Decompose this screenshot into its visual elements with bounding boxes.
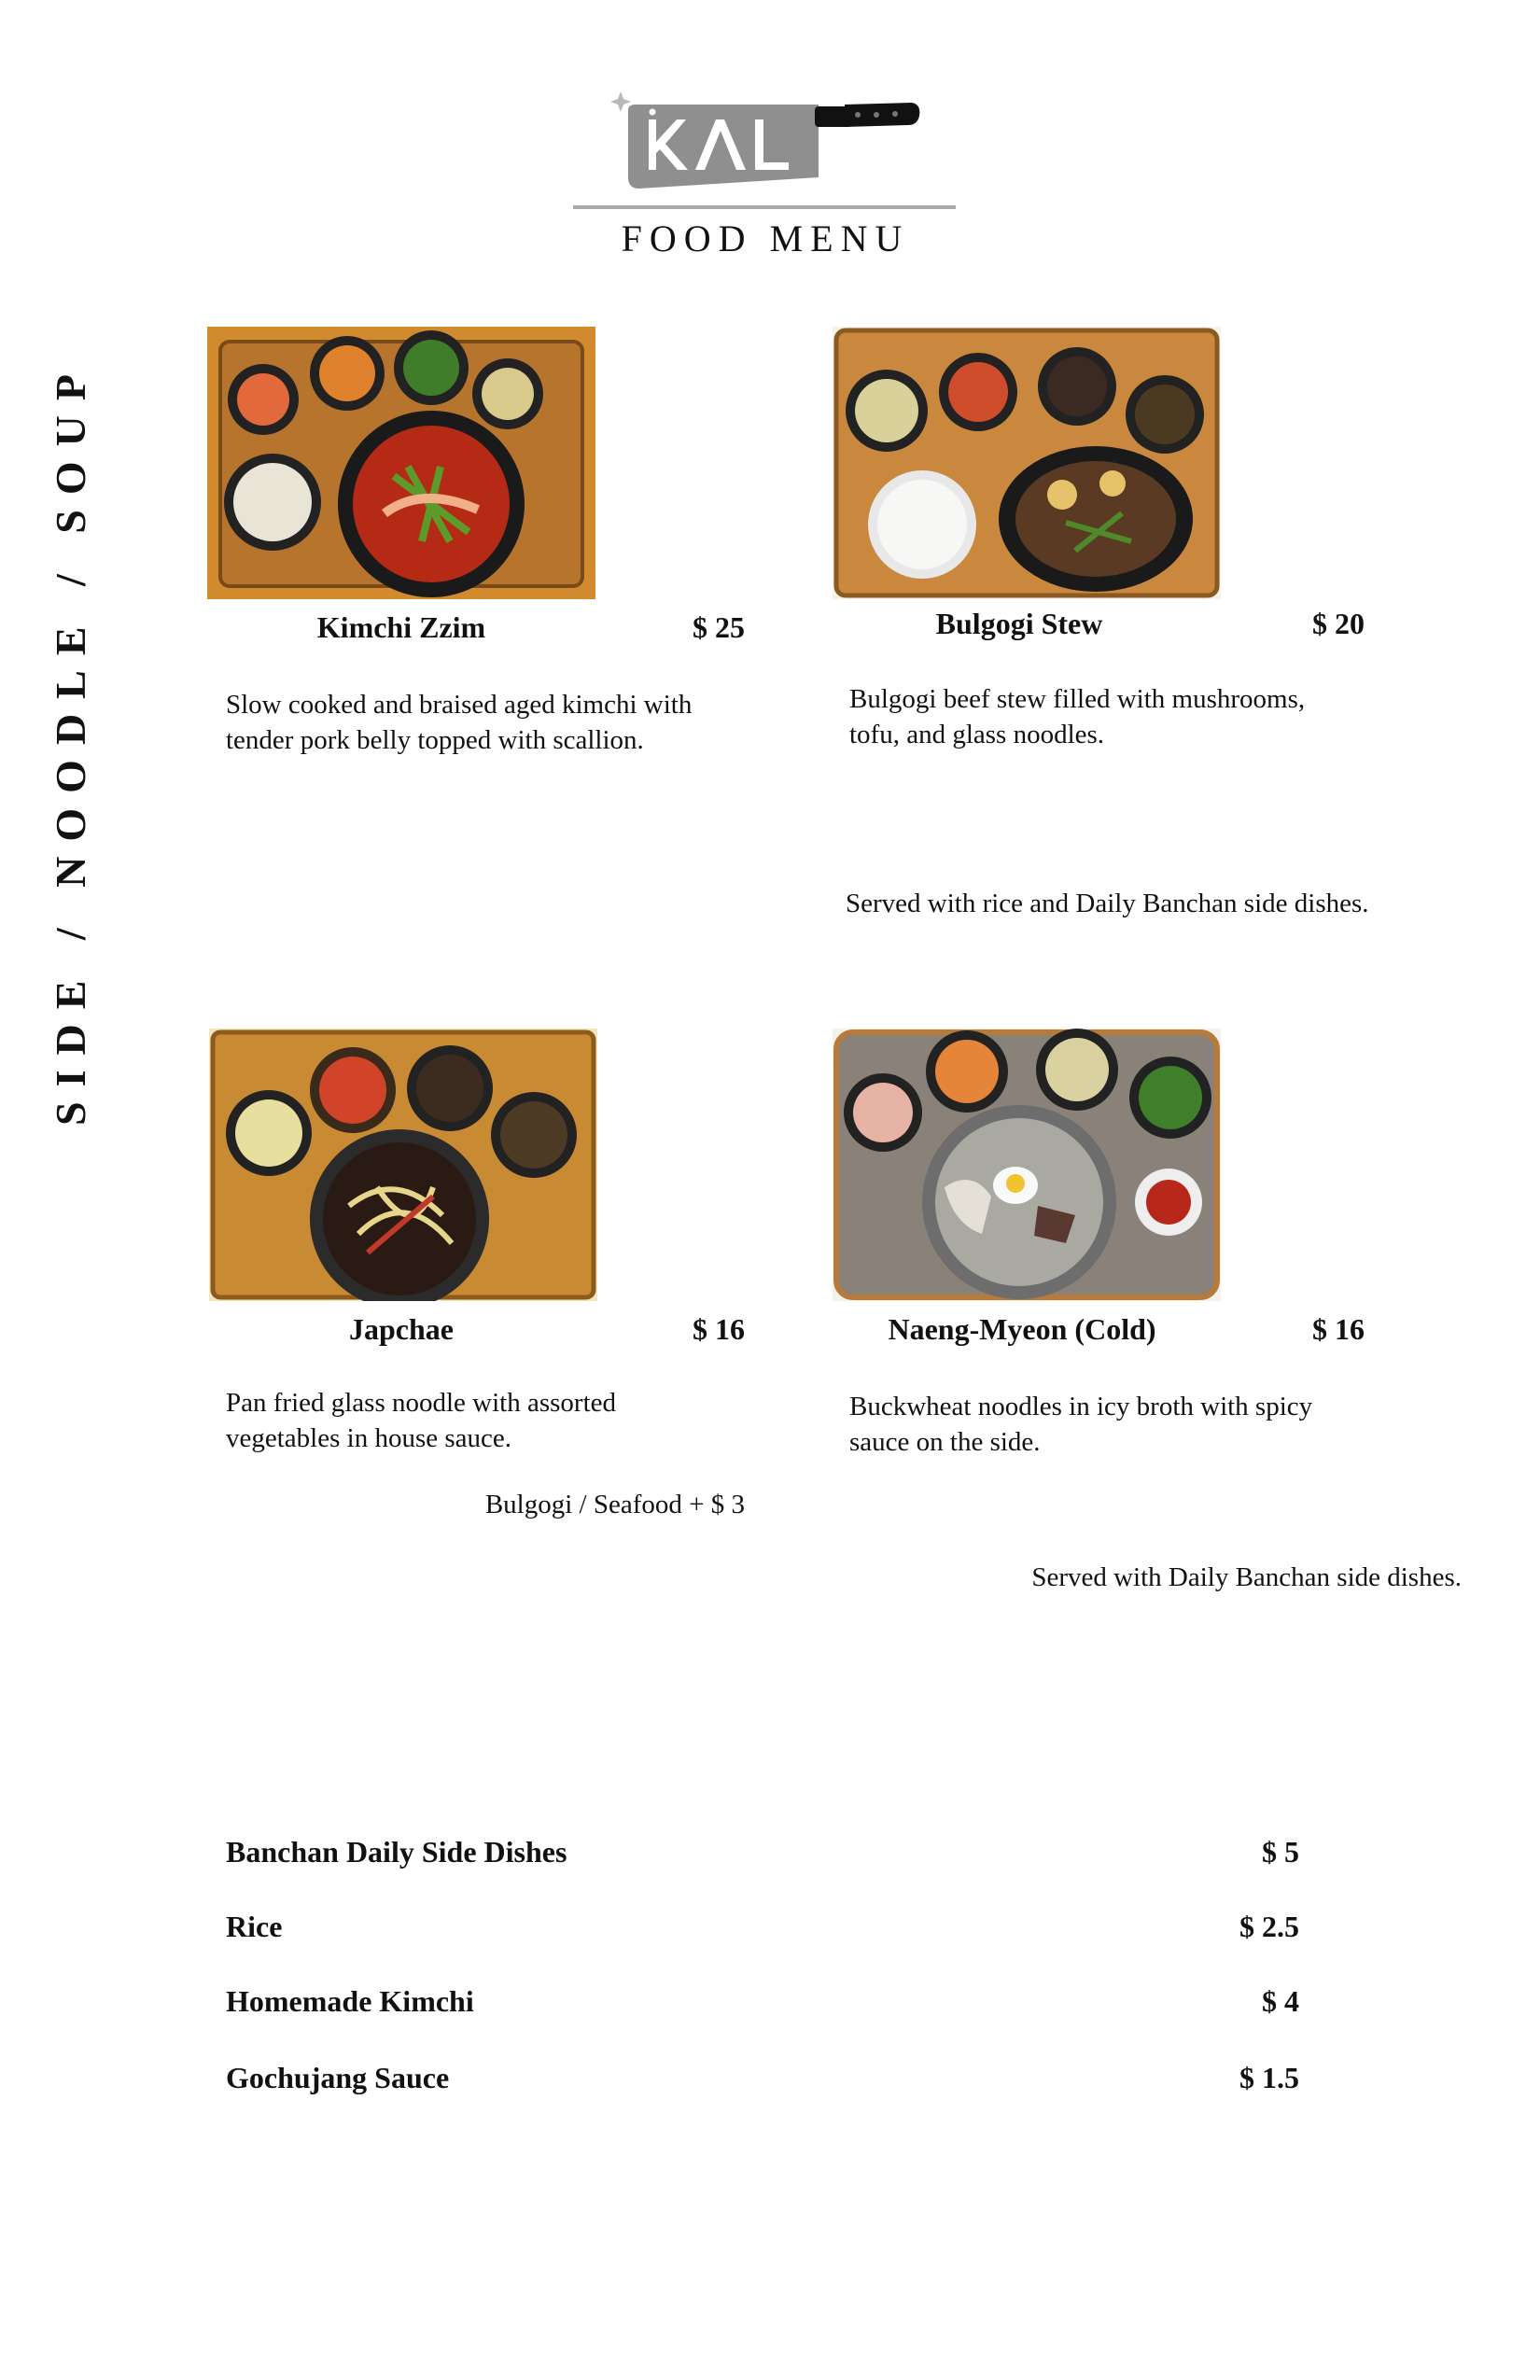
dish-price: $ 25 [693,610,745,644]
side-item-name: Gochujang Sauce [226,2061,450,2094]
side-item-price: $ 4 [1262,1984,1299,2018]
naeng-myeon-photo [833,1029,1221,1301]
side-item-price: $ 2.5 [1239,1910,1299,1943]
dish-name: Naeng-Myeon (Cold) [888,1312,1156,1346]
dish-price: $ 20 [1312,607,1365,640]
side-item-price: $ 1.5 [1239,2061,1299,2094]
side-item-price: $ 5 [1262,1835,1299,1869]
bulgogi-stew-photo [833,327,1221,599]
section-title-text: SIDE / NOODLE / SOUP [46,358,94,1126]
japchae-photo [209,1029,597,1301]
side-item [226,1984,1299,2031]
dish-price: $ 16 [1312,1312,1365,1346]
served-with-note: Served with Daily Banchan side dishes. [1031,1562,1462,1592]
served-with-note: Served with rice and Daily Banchan side dishes. [846,889,1369,918]
dish-name: Bulgogi Stew [935,607,1103,640]
dish-price: $ 16 [693,1312,745,1346]
dish-description: Buckwheat noodles in icy broth with spicy sauce on the side. [849,1392,1313,1457]
page-title: FOOD MENU [621,217,910,259]
side-item [226,1835,1299,1882]
addon-note: Bulgogi / Seafood + $ 3 [484,1490,745,1519]
side-item-name: Homemade Kimchi [226,1984,474,2018]
dish-name: Japchae [349,1312,454,1346]
side-item-name: Banchan Daily Side Dishes [226,1835,567,1869]
kal-logo [611,84,929,196]
knife-logo-icon [611,84,929,196]
kimchi-zzim-photo [207,327,595,599]
dish-description: Pan fried glass noodle with assorted vegetables in house sauce. [226,1388,617,1453]
dish-name: Kimchi Zzim [316,610,486,644]
side-item [226,2061,1299,2107]
section-title [19,289,121,1195]
dish-description: Bulgogi beef stew filled with mushrooms, tofu, and glass noodles. [849,684,1306,749]
side-item [226,1910,1299,1956]
side-item-name: Rice [226,1910,283,1943]
header-divider [573,205,956,209]
dish-description: Slow cooked and braised aged kimchi with tender pork belly topped with scallion. [226,690,693,755]
